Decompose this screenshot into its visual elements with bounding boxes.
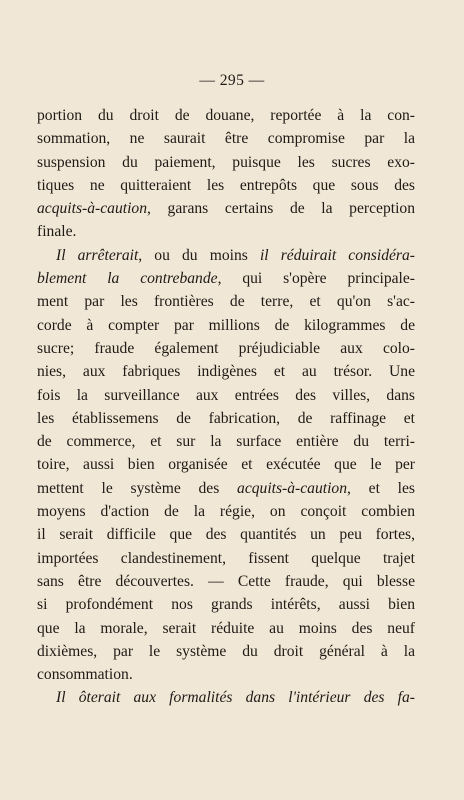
text-segment: dixièmes, par le système du droit général à la [37, 642, 415, 660]
paragraph [37, 244, 415, 687]
text-line [37, 151, 415, 174]
text-line [37, 500, 415, 523]
text-line [37, 290, 415, 313]
italic-text: blement la contrebande [37, 270, 218, 288]
text-segment: importées clandestinement, fissent quelque trajet [37, 549, 415, 567]
text-segment: finale. [37, 223, 77, 241]
text-line [37, 570, 415, 593]
text-segment: les établissemens de fabrication, de raffinage et [37, 409, 415, 427]
text-line [37, 477, 415, 500]
text-line [37, 523, 415, 546]
text-segment: consommation. [37, 666, 133, 684]
text-line [37, 244, 415, 267]
text-line [37, 337, 415, 360]
text-segment: ment par les frontières de terre, et qu'on s'ac- [37, 293, 415, 311]
text-segment: tiques ne quitteraient les entrepôts que sous des [37, 176, 415, 194]
text-segment: sans être découvertes. — Cette fraude, qui blesse [37, 572, 415, 590]
text-segment: sucre; fraude également préjudiciable aux colo- [37, 339, 415, 357]
paragraph [37, 104, 415, 244]
text-line [37, 360, 415, 383]
text-line [37, 453, 415, 476]
italic-text: acquits-à-caution [37, 200, 148, 218]
text-segment: , garans certains de la perception [147, 200, 415, 218]
italic-text: acquits-à-caution [237, 479, 348, 497]
text-segment: moyens d'action de la régie, on conçoit combien [37, 503, 415, 521]
italic-text: il réduirait considéra- [259, 246, 415, 264]
text-line [37, 384, 415, 407]
text-line [37, 407, 415, 430]
text-line [37, 127, 415, 150]
text-segment: si profondément nos grands intérêts, aussi bien [37, 596, 415, 614]
text-line [37, 640, 415, 663]
text-line [37, 430, 415, 453]
text-segment: nies, aux fabriques indigènes et au trésor. Une [37, 363, 415, 381]
text-segment: mettent le système des [37, 479, 238, 497]
text-segment: , ou du moins [138, 246, 260, 264]
text-segment: corde à compter par millions de kilogrammes de [37, 316, 415, 334]
page-number: — 295 — [199, 72, 265, 89]
paragraph [37, 686, 415, 709]
text-line [37, 220, 415, 243]
page-body-text [37, 104, 415, 710]
text-line [37, 197, 415, 220]
text-line [37, 663, 415, 686]
italic-text: Il arrêterait [56, 246, 139, 264]
text-segment: de commerce, et sur la surface entière du terri- [37, 433, 415, 451]
text-segment: suspension du paiement, puisque les sucres exo- [37, 153, 415, 171]
text-segment: , et les [347, 479, 415, 497]
text-line [37, 267, 415, 290]
text-segment: , qui s'opère principale- [217, 270, 415, 288]
text-line [37, 547, 415, 570]
italic-text: Il ôterait aux formalités dans l'intérieur des fa- [56, 689, 415, 707]
text-line [37, 686, 415, 709]
text-segment: que la morale, serait réduite au moins des neuf [37, 619, 415, 637]
text-line [37, 314, 415, 337]
text-segment: il serait difficile que des quantités un peu fortes, [37, 526, 415, 544]
text-segment: sommation, ne saurait être compromise par la [37, 130, 415, 148]
text-segment: fois la surveillance aux entrées des villes, dans [37, 386, 415, 404]
text-segment: portion du droit de douane, reportée à la con- [37, 107, 415, 124]
text-line [37, 174, 415, 197]
text-line [37, 104, 415, 127]
text-line [37, 593, 415, 616]
text-segment: toire, aussi bien organisée et exécutée que le per [37, 456, 415, 474]
text-line [37, 617, 415, 640]
